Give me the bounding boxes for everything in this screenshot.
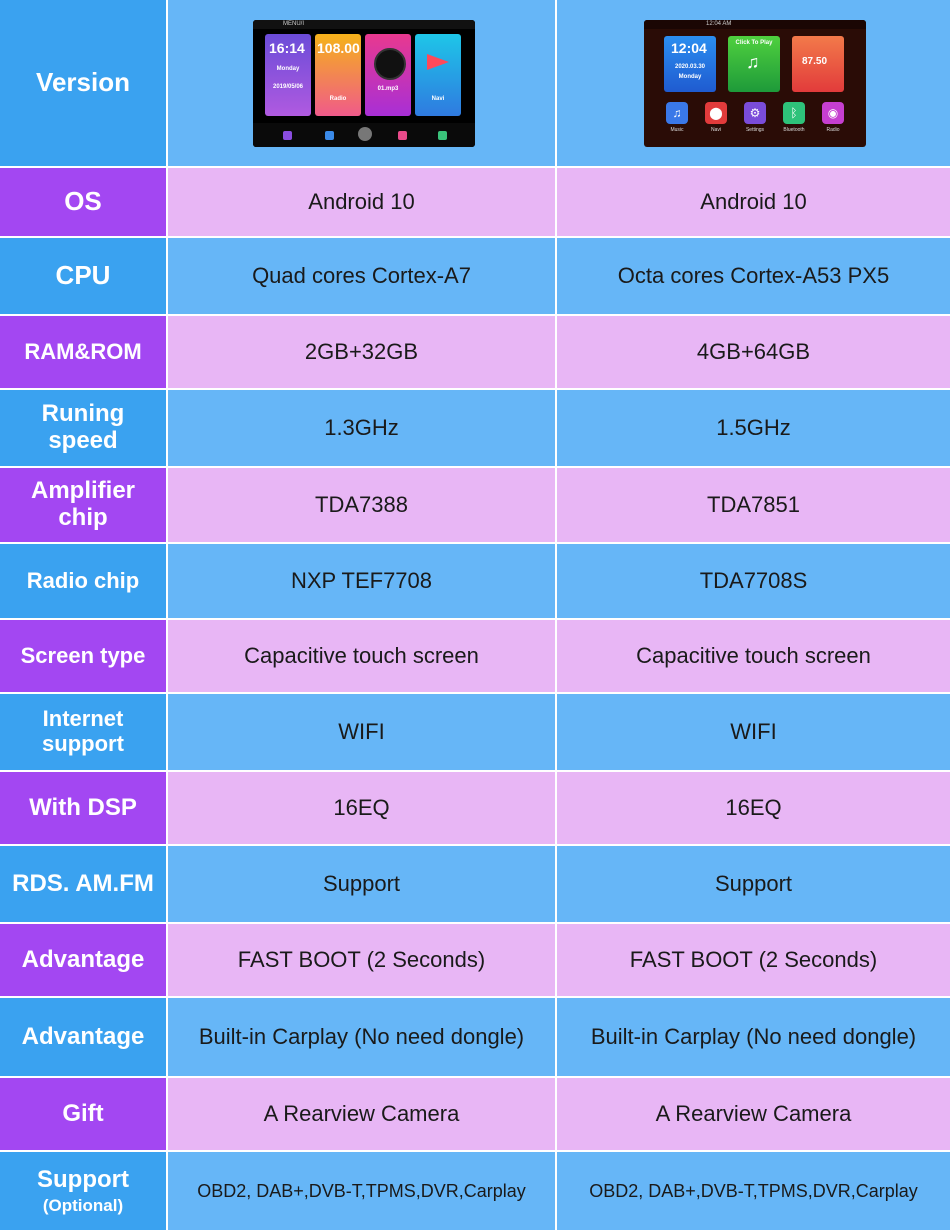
table-row-cpu	[0, 238, 950, 314]
dock-app-icon	[398, 131, 407, 140]
navi-tile: Navi	[415, 34, 461, 116]
row-value-1: Android 10	[168, 168, 555, 236]
row-label: Amplifier chip	[0, 468, 166, 542]
clock-tile: 16:14 Monday 2019/05/06	[265, 34, 311, 116]
row-value-1: OBD2, DAB+,DVB-T,TPMS,DVR,Carplay	[168, 1152, 555, 1230]
music-note-icon: ♫	[746, 52, 760, 72]
table-row-ram-rom	[0, 316, 950, 388]
paper-plane-icon	[427, 54, 449, 70]
row-label: Radio chip	[0, 544, 166, 618]
row-value-2: OBD2, DAB+,DVB-T,TPMS,DVR,Carplay	[557, 1152, 950, 1230]
dock-bar	[253, 123, 475, 147]
status-menu-text: MENU/I	[283, 21, 304, 27]
table-row-radio-chip	[0, 544, 950, 618]
navi-app-icon: ⬤	[705, 102, 727, 124]
radio-tile: 87.50	[792, 36, 844, 92]
row-label: CPU	[0, 238, 166, 314]
row-label	[0, 1152, 166, 1230]
table-row-support-optional	[0, 1152, 950, 1230]
row-value-1: Support	[168, 846, 555, 922]
row-value-1: A Rearview Camera	[168, 1078, 555, 1150]
music-app-icon: ♫	[666, 102, 688, 124]
table-row-running-speed	[0, 390, 950, 466]
row-value-2: A Rearview Camera	[557, 1078, 950, 1150]
row-value-2: 1.5GHz	[557, 390, 950, 466]
row-value-1: Built-in Carplay (No need dongle)	[168, 998, 555, 1076]
status-bar	[644, 20, 866, 29]
row-value-1: FAST BOOT (2 Seconds)	[168, 924, 555, 996]
row-label: RDS. AM.FM	[0, 846, 166, 922]
row-value-1: 1.3GHz	[168, 390, 555, 466]
row-value-2: Octa cores Cortex-A53 PX5	[557, 238, 950, 314]
row-value-1: Quad cores Cortex-A7	[168, 238, 555, 314]
row-value-1: NXP TEF7708	[168, 544, 555, 618]
device-1-screenshot	[253, 20, 475, 147]
row-label: Gift	[0, 1078, 166, 1150]
music-player-tile: Click To Play ♫	[728, 36, 780, 92]
row-value-2: FAST BOOT (2 Seconds)	[557, 924, 950, 996]
table-row-gift	[0, 1078, 950, 1150]
table-row-advantage-boot	[0, 924, 950, 996]
row-label: Runing speed	[0, 390, 166, 466]
settings-app-icon: ⚙	[744, 102, 766, 124]
row-value-2: TDA7851	[557, 468, 950, 542]
status-bar	[253, 20, 475, 29]
bluetooth-app-icon: ᛒ	[783, 102, 805, 124]
row-value-2: 4GB+64GB	[557, 316, 950, 388]
table-row-dsp	[0, 772, 950, 844]
row-label: RAM&ROM	[0, 316, 166, 388]
music-tile: 01.mp3	[365, 34, 411, 116]
dock-app-icon	[438, 131, 447, 140]
version-label: Version	[0, 0, 166, 166]
row-value-2: Android 10	[557, 168, 950, 236]
table-row-internet-support	[0, 694, 950, 770]
row-value-2: Built-in Carplay (No need dongle)	[557, 998, 950, 1076]
radio-tile: 108.00 Radio	[315, 34, 361, 116]
row-value-2: 16EQ	[557, 772, 950, 844]
table-row-os	[0, 168, 950, 236]
table-row-screen-type	[0, 620, 950, 692]
row-value-1: 2GB+32GB	[168, 316, 555, 388]
row-value-1: Capacitive touch screen	[168, 620, 555, 692]
dock-app-icon	[325, 131, 334, 140]
radio-app-icon: ◉	[822, 102, 844, 124]
app-label: Music	[670, 127, 684, 133]
row-label: Screen type	[0, 620, 166, 692]
row-label: Internet support	[0, 694, 166, 770]
row-value-2: TDA7708S	[557, 544, 950, 618]
row-label-main: Support	[37, 1166, 129, 1194]
row-label: Advantage	[0, 924, 166, 996]
table-header-row	[0, 0, 950, 166]
clock-tile: 12:04 2020.03.30 Monday	[664, 36, 716, 92]
vinyl-disc-icon	[374, 48, 406, 80]
device-2-screenshot	[644, 20, 866, 147]
table-row-advantage-carplay	[0, 998, 950, 1076]
table-row-rds-am-fm	[0, 846, 950, 922]
row-label: With DSP	[0, 772, 166, 844]
dock-app-icon	[283, 131, 292, 140]
app-label: Navi	[710, 127, 721, 133]
row-label-sub: (Optional)	[42, 1195, 124, 1215]
row-value-1: 16EQ	[168, 772, 555, 844]
row-label: Advantage	[0, 998, 166, 1076]
app-label: Bluetooth	[783, 127, 805, 133]
status-time-text: 12:04 AM	[706, 21, 732, 27]
app-label: Radio	[826, 127, 840, 133]
row-value-2: WIFI	[557, 694, 950, 770]
row-value-1: TDA7388	[168, 468, 555, 542]
row-value-1: WIFI	[168, 694, 555, 770]
home-button-icon	[358, 127, 372, 141]
app-label: Settings	[745, 127, 765, 133]
row-label: OS	[0, 168, 166, 236]
table-row-amplifier-chip	[0, 468, 950, 542]
row-value-2: Capacitive touch screen	[557, 620, 950, 692]
row-value-2: Support	[557, 846, 950, 922]
